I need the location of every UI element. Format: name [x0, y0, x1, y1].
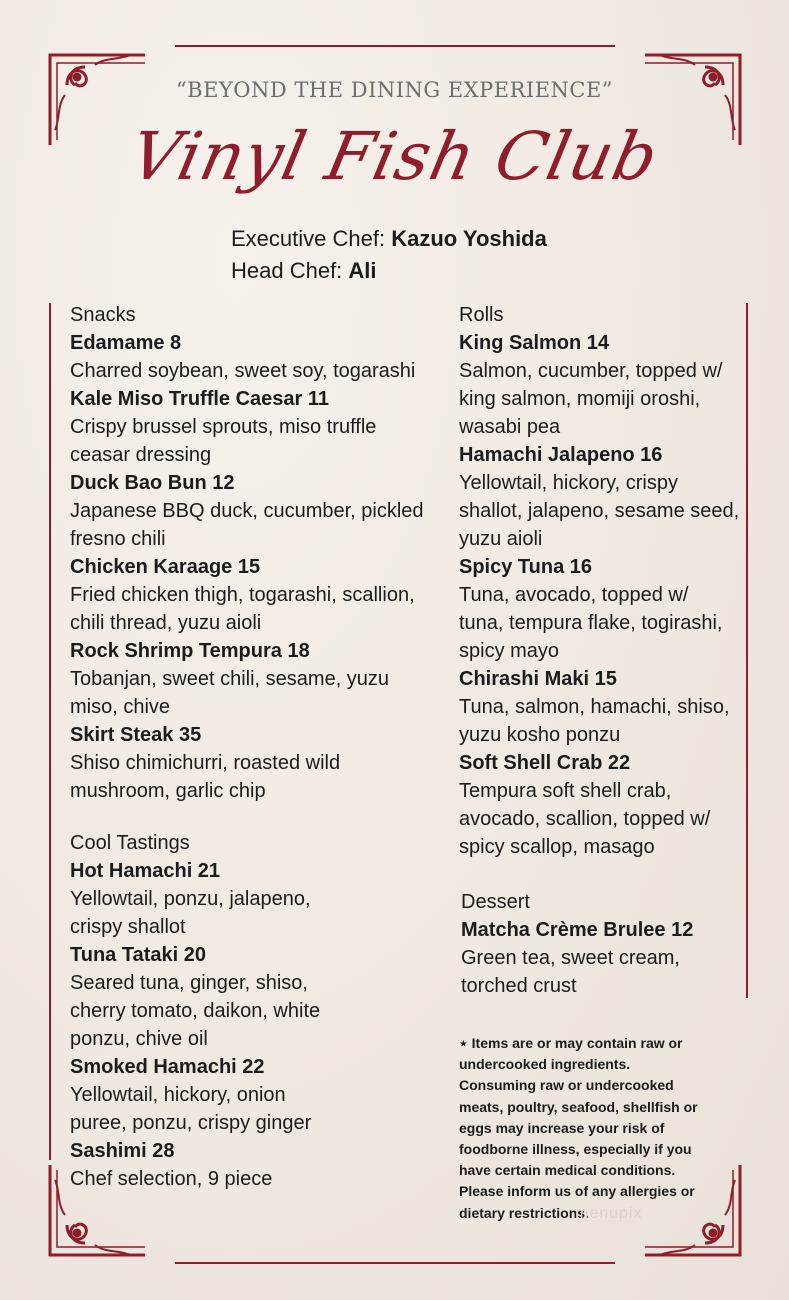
menu-item-name: Smoked Hamachi 22: [70, 1056, 265, 1078]
executive-chef-name: Kazuo Yoshida: [391, 226, 547, 251]
menu-item-name: Soft Shell Crab 22: [459, 752, 631, 774]
menu-item-description: Green tea, sweet cream,: [461, 947, 680, 969]
disclaimer-line: dietary restrictions.: [459, 1204, 589, 1221]
head-chef-label: Head Chef:: [231, 258, 343, 283]
menu-item-description: Chef selection, 9 piece: [70, 1168, 273, 1190]
executive-chef-line: [231, 226, 547, 252]
dessert-list: [461, 916, 693, 1000]
menu-item-name: Edamame 8: [70, 332, 182, 354]
menu-item-description: Japanese BBQ duck, cucumber, pickled: [70, 500, 424, 522]
menu-item-description: tuna, tempura flake, togirashi,: [459, 612, 723, 634]
menu-item-description: ponzu, chive oil: [70, 1028, 208, 1050]
menu-item-description: Tobanjan, sweet chili, sesame, yuzu: [70, 668, 390, 690]
snacks-list: [70, 329, 424, 805]
menu-item-description: shallot, jalapeno, sesame seed,: [459, 500, 740, 522]
menu-item-description: Crispy brussel sprouts, miso truffle: [70, 416, 377, 438]
menu-item-name: Duck Bao Bun 12: [70, 472, 235, 494]
head-chef-name: Ali: [348, 258, 377, 283]
menu-item-description: Yellowtail, hickory, onion: [70, 1084, 286, 1106]
menu-item-description: Seared tuna, ginger, shiso,: [70, 972, 308, 994]
menu-item-description: miso, chive: [70, 696, 171, 718]
disclaimer-line: have certain medical conditions.: [459, 1162, 676, 1179]
menu-item-name: Hot Hamachi 21: [70, 860, 221, 882]
disclaimer-line: Please inform us of any allergies or: [459, 1183, 695, 1200]
head-chef-line: [231, 258, 377, 284]
menu-item-description: mushroom, garlic chip: [70, 780, 266, 802]
disclaimer-line: eggs may increase your risk of: [459, 1119, 665, 1136]
disclaimer-line: foodborne illness, especially if you: [459, 1141, 692, 1158]
disclaimer-line: Consuming raw or undercooked: [459, 1077, 674, 1094]
section-title-dessert: Dessert: [461, 891, 530, 913]
menu-item-description: Tuna, avocado, topped w/: [459, 584, 689, 606]
menu-item-name: Chicken Karaage 15: [70, 556, 261, 578]
watermark: menupix: [575, 1205, 643, 1222]
menu-item-description: cherry tomato, daikon, white: [70, 1000, 321, 1022]
menu-item-description: crispy shallot: [70, 916, 186, 938]
menu-item-description: spicy mayo: [459, 640, 560, 662]
menu-item-description: yuzu aioli: [459, 528, 543, 550]
menu-item-description: fresno chili: [70, 528, 166, 550]
brand-logo-script: Vinyl Fish Club: [123, 118, 666, 195]
menu-item-name: King Salmon 14: [459, 332, 610, 354]
executive-chef-label: Executive Chef:: [231, 226, 386, 251]
tagline: “BEYOND THE DINING EXPERIENCE”: [175, 78, 614, 102]
menu-item-description: chili thread, yuzu aioli: [70, 612, 262, 634]
right-menu-column: [459, 301, 739, 861]
menu-item-name: Rock Shrimp Tempura 18: [70, 640, 310, 662]
menu-item-description: Tuna, salmon, hamachi, shiso,: [459, 696, 730, 718]
menu-item-name: Skirt Steak 35: [70, 724, 202, 746]
menu-item-name: Matcha Crème Brulee 12: [461, 919, 694, 941]
bottom-rule: [175, 1262, 615, 1264]
menu-item-description: king salmon, momiji oroshi,: [459, 388, 701, 410]
menu-item-description: ceasar dressing: [70, 444, 212, 466]
menu-item-description: Salmon, cucumber, topped w/: [459, 360, 723, 382]
disclaimer-line: meats, poultry, seafood, shellfish or: [459, 1098, 698, 1115]
menu-item-description: Fried chicken thigh, togarashi, scallion,: [70, 584, 415, 606]
menu-item-name: Chirashi Maki 15: [459, 668, 617, 690]
section-title-cool-tastings: Cool Tastings: [70, 832, 190, 854]
top-rule: [175, 45, 615, 47]
rolls-list: [459, 329, 739, 861]
left-menu-column: [70, 301, 424, 1193]
menu-item-name: Kale Miso Truffle Caesar 11: [70, 388, 330, 410]
raw-food-disclaimer: [459, 1033, 698, 1224]
menu-item-description: yuzu kosho ponzu: [459, 724, 621, 746]
section-title-rolls: Rolls: [459, 304, 504, 326]
menu-item-name: Sashimi 28: [70, 1140, 175, 1162]
menu-item-name: Tuna Tataki 20: [70, 944, 206, 966]
left-column-rule: [49, 303, 51, 1160]
menu-item-description: Charred soybean, sweet soy, togarashi: [70, 360, 416, 382]
menu-item-description: puree, ponzu, crispy ginger: [70, 1112, 312, 1134]
menu-item-name: Hamachi Jalapeno 16: [459, 444, 663, 466]
dessert-section: [461, 888, 693, 1000]
disclaimer-line: undercooked ingredients.: [459, 1056, 631, 1073]
disclaimer-line: ⋆ Items are or may contain raw or: [459, 1035, 683, 1051]
right-column-rule: [746, 303, 748, 998]
section-title-snacks: Snacks: [70, 304, 136, 326]
menu-item-description: avocado, scallion, topped w/: [459, 808, 711, 830]
menu-item-description: Yellowtail, hickory, crispy: [459, 472, 678, 494]
menu-item-description: torched crust: [461, 975, 577, 997]
menu-item-description: Tempura soft shell crab,: [459, 780, 672, 802]
menu-item-description: spicy scallop, masago: [459, 836, 655, 858]
menu-item-description: Yellowtail, ponzu, jalapeno,: [70, 888, 311, 910]
menu-item-description: wasabi pea: [459, 416, 561, 438]
cool-tastings-list: [70, 857, 424, 1193]
menu-item-description: Shiso chimichurri, roasted wild: [70, 752, 341, 774]
menu-item-name: Spicy Tuna 16: [459, 556, 593, 578]
